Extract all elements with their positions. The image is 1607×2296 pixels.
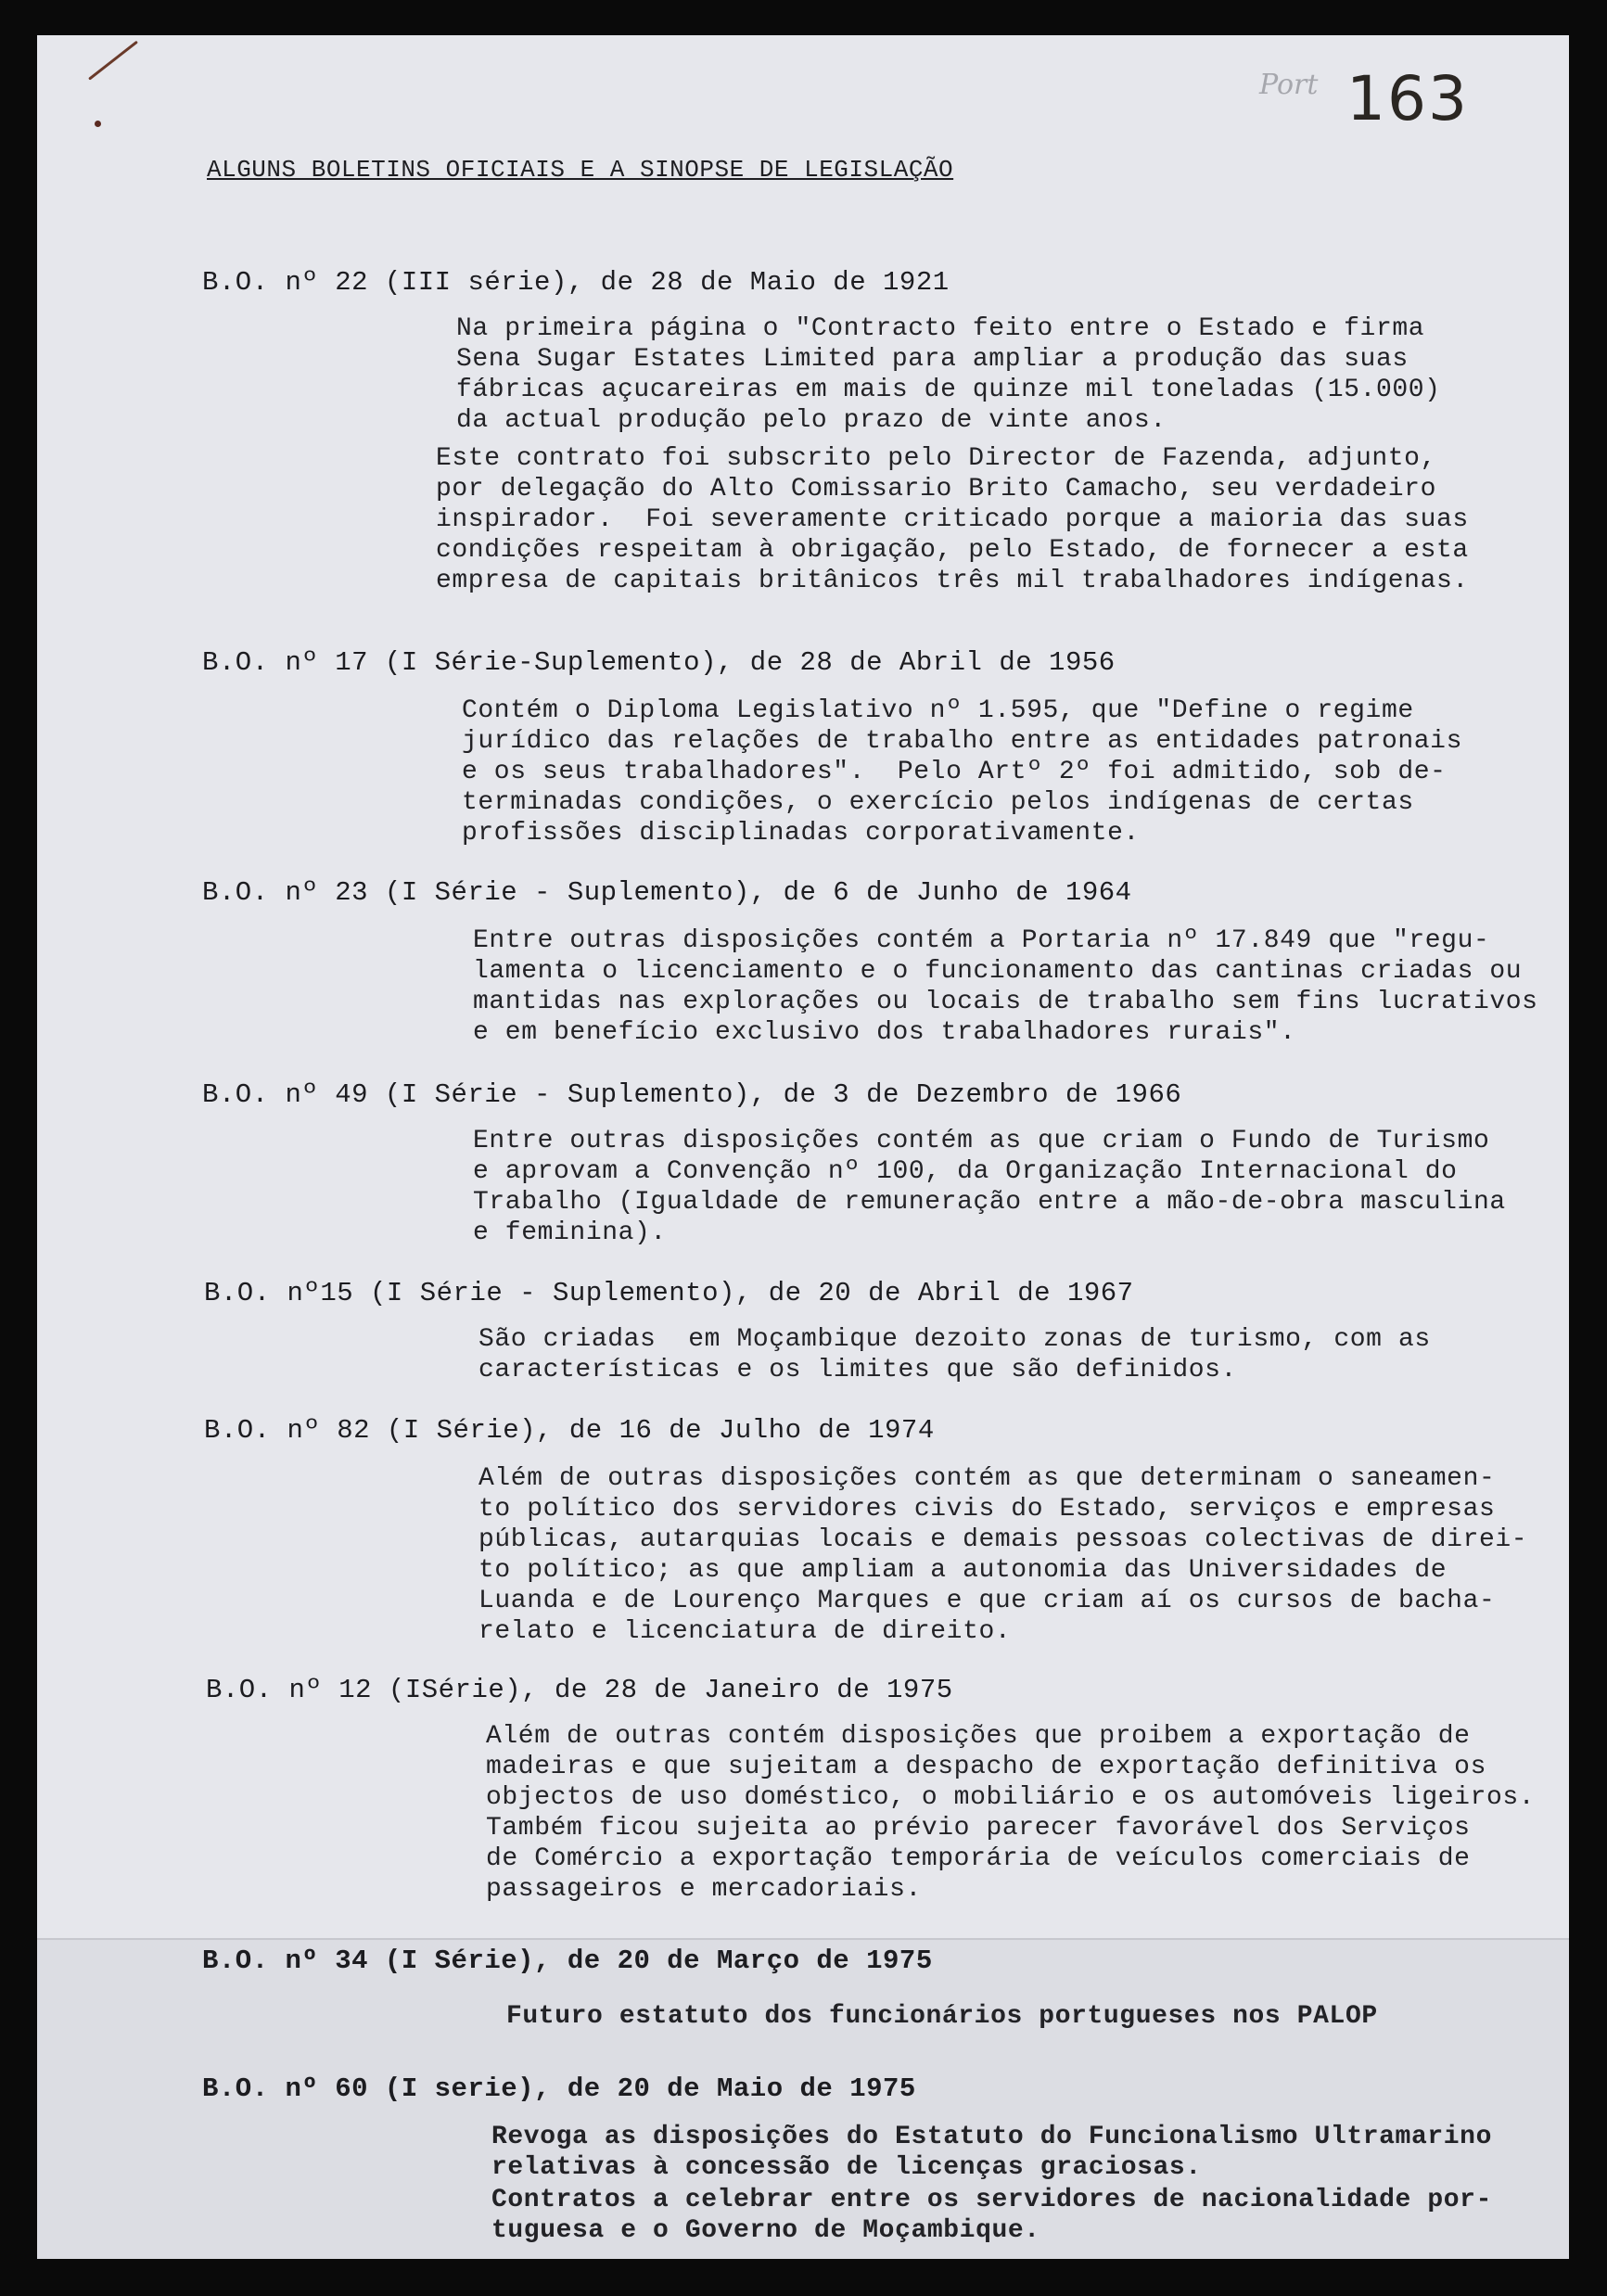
entry-heading: B.O. nº 82 (I Série), de 16 de Julho de 1974 bbox=[204, 1415, 935, 1446]
entry-paragraph: Contratos a celebrar entre os servidores de nacionalidade por- tuguesa e o Governo de Moçambique. bbox=[491, 2186, 1492, 2245]
pencil-note: Port bbox=[1259, 69, 1319, 101]
entry-paragraph: Contém o Diploma Legislativo nº 1.595, que "Define o regime jurídico das relações de trabalho entre as entidades patronais e os seus trabalhadores". Pelo Artº 2º foi admitido, sob de- terminadas condições, o exercício pelos indígenas de certas profissões disciplinadas corporativamente. bbox=[462, 696, 1462, 848]
entry-heading: B.O. nº 23 (I Série - Suplemento), de 6 de Junho de 1964 bbox=[202, 877, 1132, 908]
document-page bbox=[37, 35, 1569, 2259]
entry-paragraph: Além de outras contém disposições que proibem a exportação de madeiras e que sujeitam a despacho de exportação definitiva os objectos de uso doméstico, o mobiliário e os automóveis ligeiros. Também ficou sujeita ao prévio parecer favorável dos Serviços de Comércio a exportação temporária de veículos comerciais de passageiros e mercadoriais. bbox=[486, 1722, 1536, 1904]
document-title: ALGUNS BOLETINS OFICIAIS E A SINOPSE DE LEGISLAÇÃO bbox=[207, 156, 954, 184]
entry-paragraph: Entre outras disposições contém as que criam o Fundo de Turismo e aprovam a Convenção nº 100, da Organização Internacional do Trabalho (Igualdade de remuneração entre a mão-de-obra masculina e feminina). bbox=[473, 1127, 1506, 1247]
pen-dot bbox=[95, 121, 101, 127]
entry-paragraph: Além de outras disposições contém as que determinam o saneamen- to político dos servidores civis do Estado, serviços e empresas públicas, autarquias locais e demais pessoas colectivas de direi- to político; as que ampliam a autonomia das Universidades de Luanda e de Lourenço Marques e que criam aí os cursos de bacha- relato e licenciatura de direito. bbox=[478, 1464, 1528, 1646]
entry-heading: B.O. nº15 (I Série - Suplemento), de 20 de Abril de 1967 bbox=[204, 1278, 1134, 1308]
entry-paragraph: Este contrato foi subscrito pelo Director de Fazenda, adjunto, por delegação do Alto Comissario Brito Camacho, seu verdadeiro inspirador. Foi severamente criticado porque a maioria das suas condições respeitam à obrigação, pelo Estado, de fornecer a esta empresa de capitais britânicos três mil trabalhadores indígenas. bbox=[436, 444, 1469, 595]
entry-paragraph: Futuro estatuto dos funcionários portugueses nos PALOP bbox=[506, 2002, 1378, 2031]
entry-heading: B.O. nº 12 (ISérie), de 28 de Janeiro de 1975 bbox=[206, 1675, 953, 1705]
pen-mark bbox=[88, 41, 138, 81]
entry-paragraph: Revoga as disposições do Estatuto do Funcionalismo Ultramarino relativas à concessão de licenças graciosas. bbox=[491, 2123, 1492, 2182]
entry-heading: B.O. nº 49 (I Série - Suplemento), de 3 de Dezembro de 1966 bbox=[202, 1079, 1182, 1110]
entry-heading: B.O. nº 22 (III série), de 28 de Maio de 1921 bbox=[202, 267, 950, 298]
entry-paragraph: São criadas em Moçambique dezoito zonas de turismo, com as características e os limites que são definidos. bbox=[478, 1325, 1431, 1384]
entry-paragraph: Na primeira página o "Contracto feito entre o Estado e firma Sena Sugar Estates Limited para ampliar a produção das suas fábricas açucareiras em mais de quinze mil toneladas (15.000) da actual produção pelo prazo de vinte anos. bbox=[456, 314, 1441, 435]
page-number: 163 bbox=[1346, 63, 1469, 134]
entry-paragraph: Entre outras disposições contém a Portaria nº 17.849 que "regu- lamenta o licenciamento e o funcionamento das cantinas criadas ou mantidas nas explorações ou locais de trabalho sem fins lucrativos e em benefício exclusivo dos trabalhadores rurais". bbox=[473, 926, 1538, 1047]
entry-heading: B.O. nº 17 (I Série-Suplemento), de 28 de Abril de 1956 bbox=[202, 647, 1116, 678]
entry-heading: B.O. nº 60 (I serie), de 20 de Maio de 1975 bbox=[202, 2073, 916, 2104]
entry-heading: B.O. nº 34 (I Série), de 20 de Março de 1975 bbox=[202, 1945, 933, 1976]
